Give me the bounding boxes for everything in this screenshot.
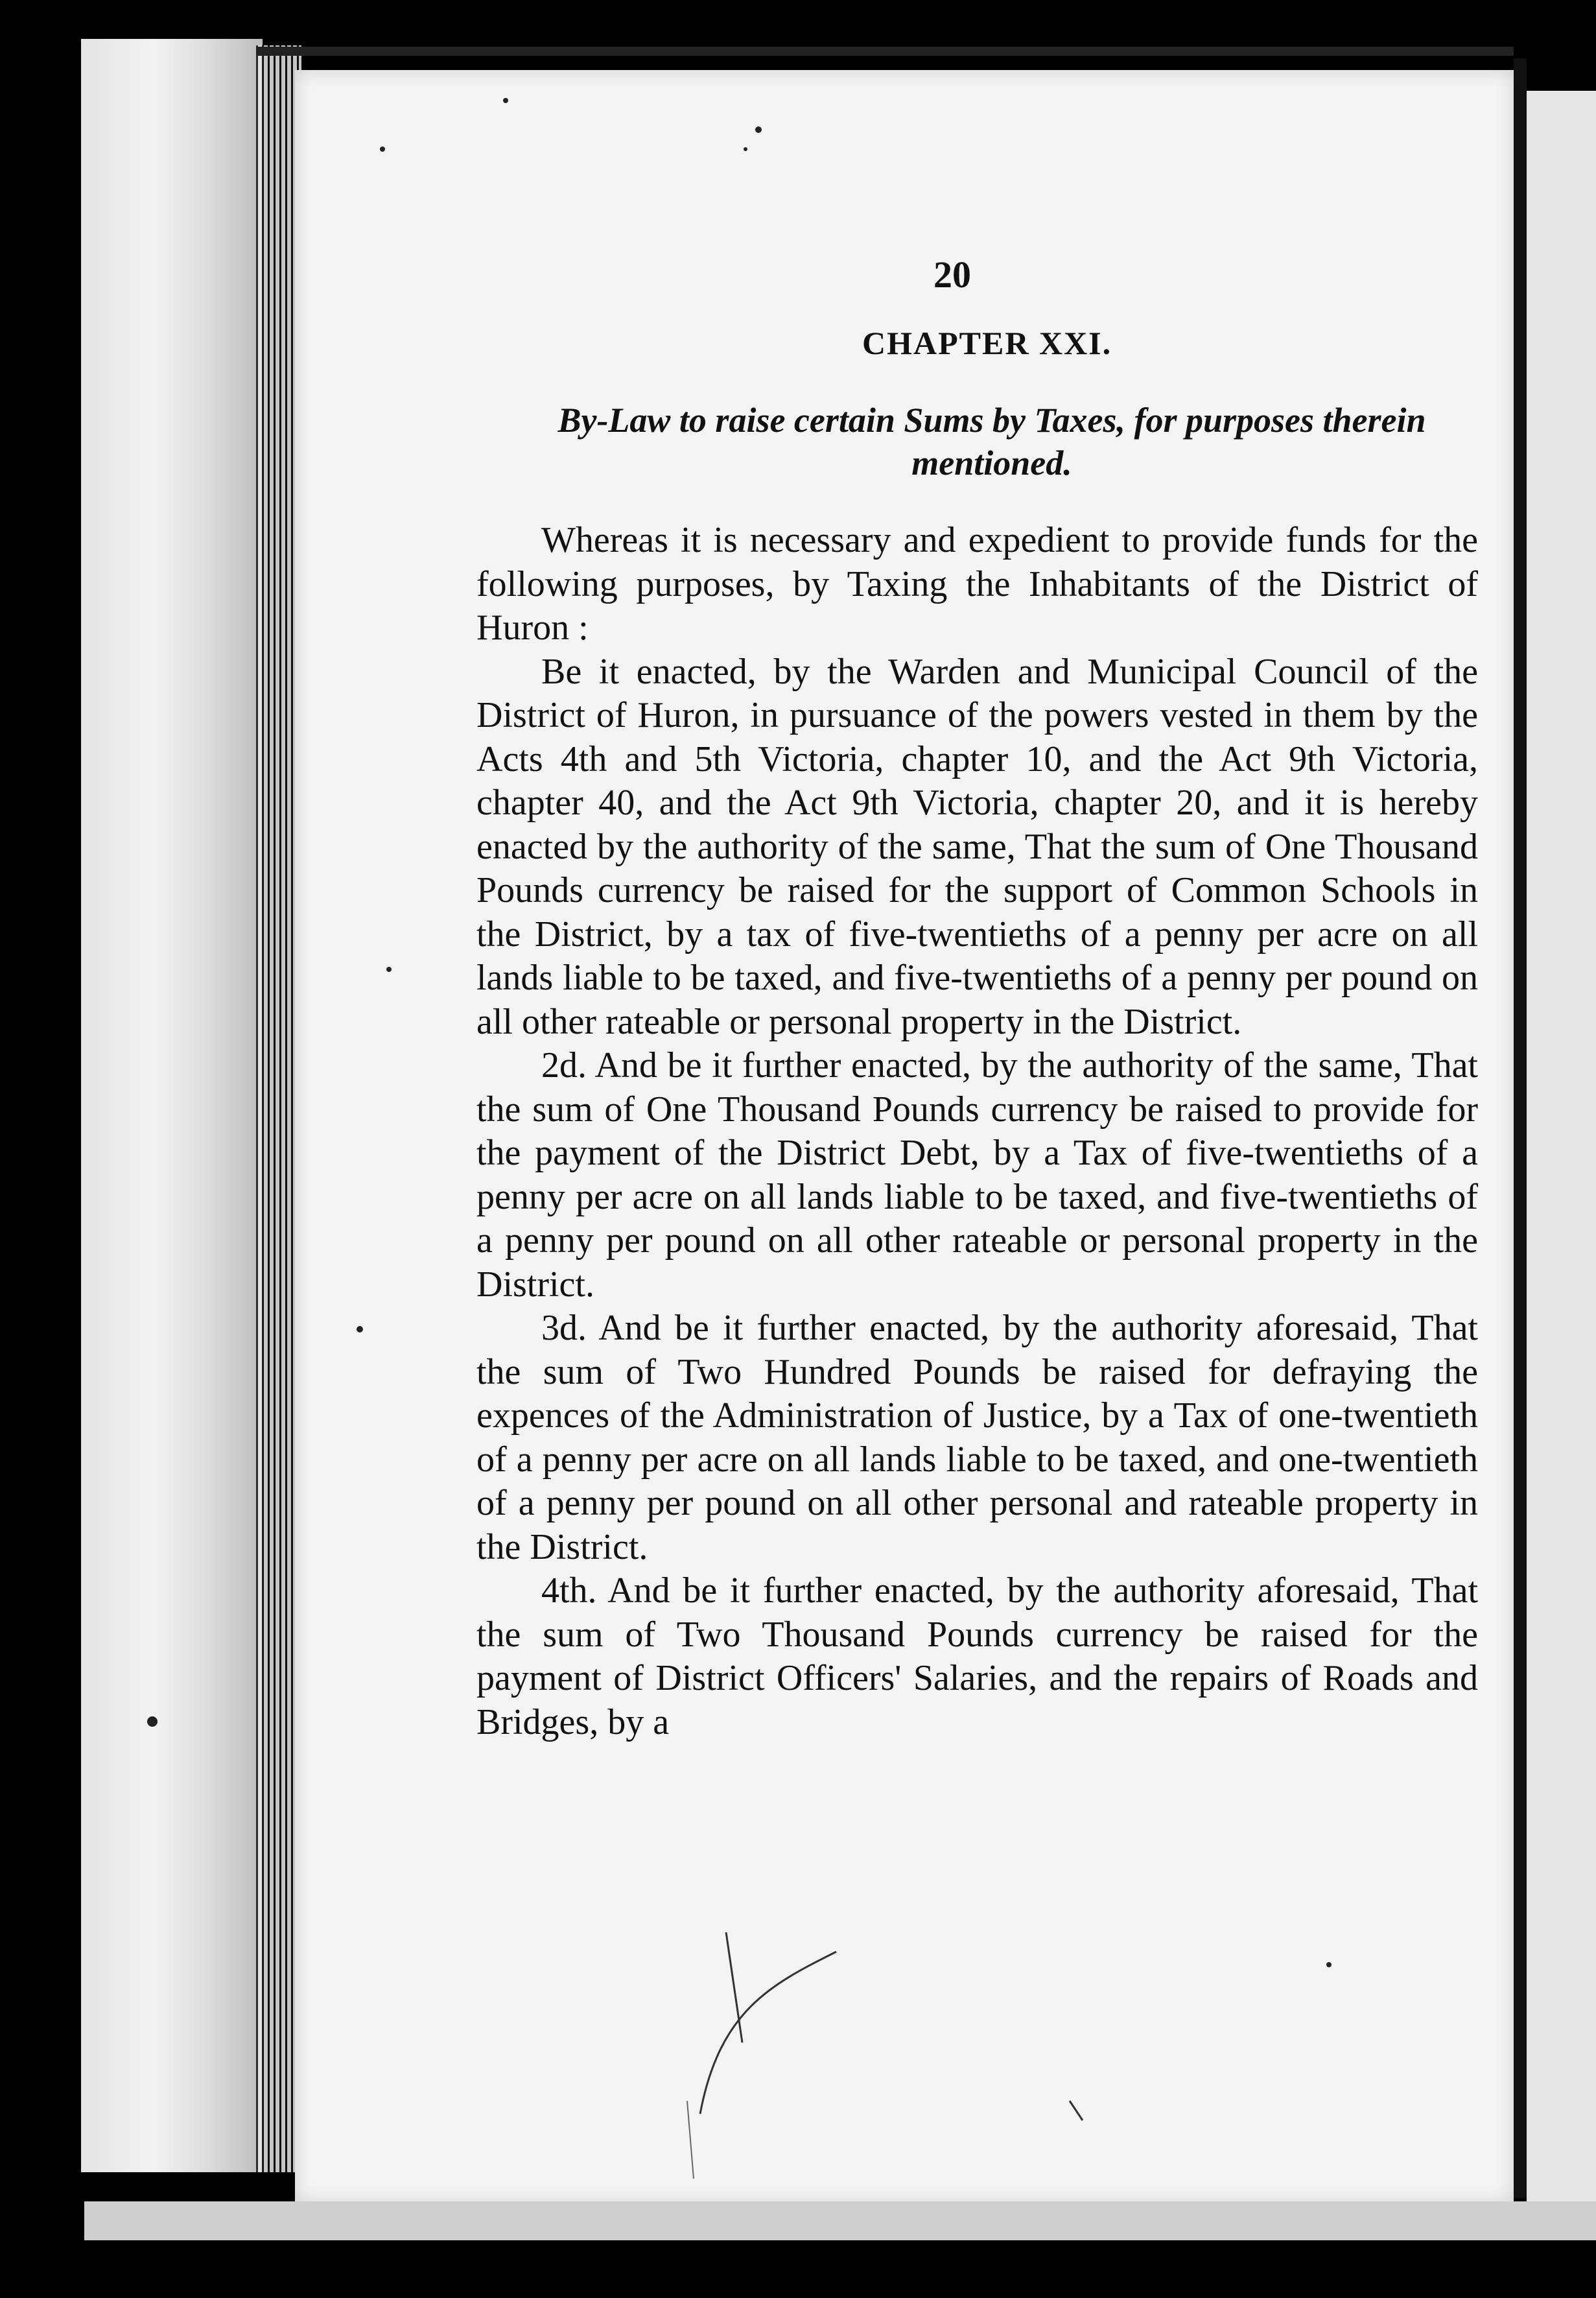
right-page-edge <box>1514 58 1527 2198</box>
paragraph: 4th. And be it further enacted, by the authority aforesaid, That the sum of Two Thousand Pounds currency be raised for the payment of District Officers' Salaries, and the repairs of Roads and Bridges, by a <box>476 1570 1478 1742</box>
bylaw-title: By-Law to raise certain Sums by Taxes, for purposes therein mentioned. <box>557 401 1426 482</box>
paragraph: 2d. And be it further enacted, by the authority of the same, That the sum of One Thousand Pounds currency be raised to provide for the payment of the District Debt, by a Tax of five-twentieths of a penny per acre on all lands liable to be taxed, and five-twentieths of a penny per pound on all other rateable or personal property in the District. <box>476 1045 1478 1305</box>
body-text <box>476 519 1478 1744</box>
bottom-page-edge <box>84 2201 1596 2240</box>
right-margin <box>1527 91 1596 2205</box>
page-top-edge <box>256 47 1514 56</box>
chapter-heading: CHAPTER XXI. <box>862 325 1112 361</box>
paragraph: Whereas it is necessary and expedient to provide funds for the following purposes, by Taxing the Inhabitants of the District of Huron : <box>476 520 1478 648</box>
page-number: 20 <box>933 254 971 296</box>
paragraph: Be it enacted, by the Warden and Municipal Council of the District of Huron, in pursuance of the powers vested in them by the Acts 4th and 5th Victoria, chapter 10, and the Act 9th Victoria, chapter 40, and the Act 9th Victoria, chapter 20, and it is hereby enacted by the authority of the same, That the sum of One Thousand Pounds currency be raised for the support of Common Schools in the District, by a tax of five-twentieths of a penny per acre on all lands liable to be taxed, and five-twentieths of a penny per pound on all other rateable or personal property in the District. <box>476 651 1478 1042</box>
paragraph: 3d. And be it further enacted, by the authority aforesaid, That the sum of Two Hundred Pounds be raised for defraying the expences of the Administration of Justice, by a Tax of one-twentieth of a penny per acre on all lands liable to be taxed, and one-twentieth of a penny per pound on all other personal and rateable property in the District. <box>476 1308 1478 1567</box>
left-page-edge <box>81 39 263 2172</box>
